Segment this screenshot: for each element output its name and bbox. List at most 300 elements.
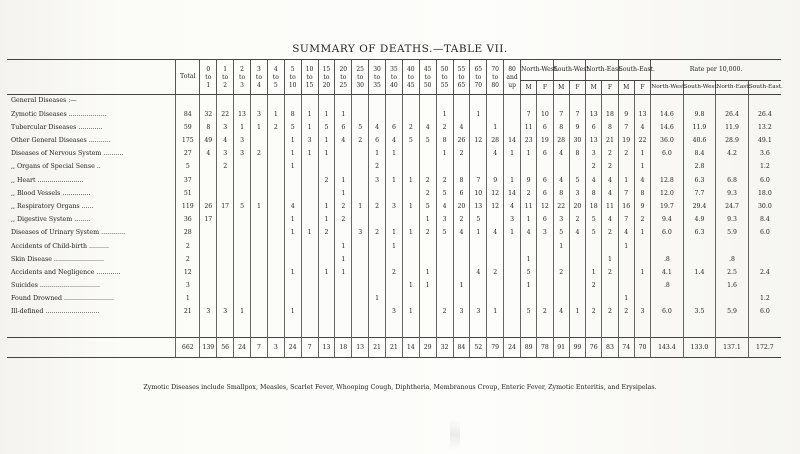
table-cell: 1 [470,108,487,121]
table-cell: 56 [217,338,234,358]
table-cell [419,161,436,174]
header-age-18 [504,60,521,95]
header-sex: M [586,81,602,95]
spacer-cell [176,319,200,338]
table-cell [335,161,352,174]
table-cell: 1 [318,201,335,214]
table-cell: 99 [569,338,585,358]
table-cell: 1 [569,306,585,319]
table-cell: 133.0 [683,338,716,358]
table-cell [217,174,234,187]
row-label: Diseases of Urinary System ............ [11,229,126,237]
table-cell [267,214,284,227]
table-cell: 12 [470,135,487,148]
table-cell [352,161,369,174]
table-cell: 4.2 [716,148,749,161]
spacer-cell [200,319,217,338]
spacer-row [7,319,781,338]
table-cell [301,266,318,279]
header-district-1: South-West. [553,60,586,81]
table-cell [537,280,553,293]
table-cell [553,293,569,306]
table-cell: 1 [504,174,521,187]
table-cell: 3 [537,227,553,240]
table-cell: 7 [618,187,634,200]
header-total: Total [176,60,200,95]
table-cell: 28 [487,135,504,148]
table-cell [267,135,284,148]
table-cell [200,161,217,174]
table-cell: 18 [586,201,602,214]
table-cell: 5 [419,135,436,148]
spacer-cell [318,319,335,338]
spacer-cell [386,319,403,338]
table-cell: 5 [569,174,585,187]
table-cell: 40.6 [683,135,716,148]
table-cell: 9 [487,174,504,187]
table-cell [553,280,569,293]
table-cell [267,266,284,279]
table-cell: 28.9 [716,135,749,148]
table-cell [436,95,453,109]
table-cell [537,293,553,306]
table-cell: 1 [301,108,318,121]
table-cell [402,293,419,306]
table-cell [453,293,470,306]
table-cell: 4 [553,306,569,319]
header-age-part: 1 [206,82,211,90]
table-cell: 2 [419,174,436,187]
header-age-part: 10 [305,65,314,73]
table-cell [335,148,352,161]
header-age-part: to [289,73,296,81]
table-cell: 2 [335,201,352,214]
table-body [7,95,781,358]
table-cell: 2 [618,148,634,161]
table-cell: 2 [267,121,284,134]
table-cell [318,280,335,293]
table-cell [618,95,634,109]
table-cell: 20 [569,201,585,214]
table-cell: 3 [504,214,521,227]
table-cell: 6 [586,121,602,134]
table-cell [251,161,268,174]
table-cell: 6.3 [683,227,716,240]
table-cell: 2 [602,266,618,279]
table-cell: 14 [402,338,419,358]
table-cell: 1 [301,121,318,134]
table-cell: 1 [419,214,436,227]
header-age-part: 80 [508,65,516,73]
table-cell: 14.6 [651,108,684,121]
table-cell [569,240,585,253]
header-age-part: to [306,73,313,81]
header-age-part: 2 [240,65,244,73]
table-cell: 3 [453,306,470,319]
table-cell [234,214,251,227]
footnote: Zymotic Diseases include Smallpox, Measles, Scarlet Fever, Whooping Cough, Diphtheria, Membranous Croup, Enteric Fever, Zymotic Enteritis, and Erysipelas. [143,384,657,391]
table-cell [602,280,618,293]
table-cell: 84 [176,108,200,121]
table-cell [504,306,521,319]
table-cell [369,266,386,279]
row-label: ,, Blood Vessels .............. [11,189,91,197]
table-cell [267,227,284,240]
table-cell: 3 [369,174,386,187]
table-cell [402,240,419,253]
table-cell: 1 [318,214,335,227]
table-cell [200,174,217,187]
header-age-1 [217,60,234,95]
table-cell [352,306,369,319]
header-label-blank [7,60,176,95]
header-age-14 [436,60,453,95]
table-cell: 2 [318,227,335,240]
table-cell: 1 [386,148,403,161]
table-row [7,338,781,358]
table-cell [453,253,470,266]
table-cell: 3 [200,306,217,319]
table-cell: 4 [386,135,403,148]
table-cell: 4 [470,266,487,279]
table-cell: 4 [436,201,453,214]
table-cell: 4.9 [683,214,716,227]
table-cell: 22 [634,135,650,148]
table-cell [234,161,251,174]
table-cell: 1 [634,227,650,240]
table-row [7,240,781,253]
header-age-part: 20 [322,82,331,90]
table-cell: 1 [234,121,251,134]
table-cell: 13 [586,108,602,121]
table-cell [251,227,268,240]
table-cell: 13 [470,201,487,214]
table-cell: 2 [352,135,369,148]
header-age-part: 35 [373,82,381,90]
table-cell: 12 [537,201,553,214]
header-sex: M [553,81,569,95]
table-cell [651,293,684,306]
table-cell: 7 [569,108,585,121]
table-cell [386,214,403,227]
table-cell [419,253,436,266]
table-cell [748,95,781,109]
table-cell [553,95,569,109]
table-cell: 83 [602,338,618,358]
table-cell: 1 [234,306,251,319]
row-label: ,, Heart ....................... [11,176,84,184]
table-cell: 1 [618,174,634,187]
table-cell [504,240,521,253]
table-cell [267,293,284,306]
table-cell: 32 [200,108,217,121]
table-cell [251,240,268,253]
table-row [7,214,781,227]
table-cell: 79 [487,338,504,358]
table-cell: 8 [436,135,453,148]
header-age-part: to [374,73,381,81]
table-cell: 4.1 [651,266,684,279]
table-cell: 11 [602,201,618,214]
table-cell [569,280,585,293]
table-cell [267,174,284,187]
row-label: General Diseases :— [11,97,77,105]
table-cell [521,240,537,253]
table-cell [318,187,335,200]
table-cell [386,108,403,121]
table-cell: 14.6 [651,121,684,134]
table-cell [402,253,419,266]
table-cell: 5 [352,121,369,134]
table-cell: 3 [176,280,200,293]
table-cell [301,201,318,214]
table-cell: 1 [521,148,537,161]
table-cell [318,306,335,319]
table-cell: 19 [537,135,553,148]
row-label: Found Drowned ......................... [11,295,115,303]
table-cell: 3 [436,214,453,227]
table-cell [369,108,386,121]
table-cell: 4 [569,227,585,240]
table-cell [217,266,234,279]
table-cell: 3 [352,227,369,240]
table-cell: 14 [504,135,521,148]
spacer-cell [284,319,301,338]
table-cell: 1 [369,148,386,161]
table-cell: 36.0 [651,135,684,148]
table-cell: 4 [521,227,537,240]
row-label: Diseases of Nervous System .......... [11,150,124,158]
table-cell: 8 [586,187,602,200]
table-cell: 5 [234,201,251,214]
table-cell: 49 [200,135,217,148]
table-cell: 12.8 [651,174,684,187]
table-cell [419,108,436,121]
table-cell: 4 [453,121,470,134]
header-age-17 [487,60,504,95]
table-cell: 1 [335,266,352,279]
header-age-part: 3 [240,82,244,90]
header-age-part: 3 [257,65,261,73]
table-cell: 4 [487,148,504,161]
table-cell [267,201,284,214]
table-cell: 1 [284,227,301,240]
table-cell [217,280,234,293]
table-cell: 18 [335,338,352,358]
table-cell [521,293,537,306]
table-cell: 143.4 [651,338,684,358]
table-cell: 5.9 [716,227,749,240]
table-cell: 16 [618,201,634,214]
header-age-part: 50 [440,65,449,73]
table-cell [217,95,234,109]
table-cell [267,148,284,161]
table-cell [504,266,521,279]
table-cell [716,161,749,174]
table-cell: 4 [487,227,504,240]
table-cell [386,187,403,200]
table-cell: 9 [521,174,537,187]
table-cell [618,266,634,279]
table-cell: 7 [618,121,634,134]
table-cell [284,280,301,293]
spacer-cell [748,319,781,338]
table-cell: 1 [402,227,419,240]
header-age-9 [352,60,369,95]
table-cell [402,214,419,227]
table-cell: 24 [234,338,251,358]
table-cell: 18 [602,108,618,121]
table-cell [318,95,335,109]
table-cell: 1 [436,108,453,121]
spacer-cell [553,319,569,338]
header-age-part: to [272,73,279,81]
table-cell [470,121,487,134]
header-age-part: 70 [491,65,499,73]
table-cell [602,95,618,109]
table-cell: 1 [634,266,650,279]
table-cell [402,187,419,200]
table-cell [301,253,318,266]
table-cell: 4 [586,174,602,187]
table-cell: 2 [537,306,553,319]
header-age-7 [318,60,335,95]
table-cell [504,280,521,293]
table-cell: 24.7 [716,201,749,214]
table-cell [352,148,369,161]
spacer-cell [267,319,284,338]
table-cell: 13 [352,338,369,358]
header-age-part: 1 [223,65,228,73]
table-cell [537,240,553,253]
header-age-part: to [357,73,364,81]
table-cell: 26 [453,135,470,148]
table-cell: 1 [251,201,268,214]
header-district-3: South-East. [618,60,651,81]
table-cell [200,187,217,200]
header-rate-district-2: North-East. [716,81,749,95]
table-cell: 4 [553,148,569,161]
table-cell [634,253,650,266]
spacer-cell [683,319,716,338]
table-cell [284,240,301,253]
table-cell: 7 [301,338,318,358]
table-cell: 6 [369,135,386,148]
table-row [7,174,781,187]
table-cell [470,240,487,253]
table-cell [716,240,749,253]
header-rate-title: Rate per 10,000. [651,60,781,81]
spacer-cell [586,319,602,338]
table-cell: 3 [301,135,318,148]
table-cell: 175 [176,135,200,148]
table-cell: 3 [634,306,650,319]
header-age-part: to [222,73,229,81]
table-cell: 21 [386,338,403,358]
table-cell [602,240,618,253]
table-cell: 1 [487,306,504,319]
header-age-part: 4 [257,82,261,90]
table-cell: 30 [569,135,585,148]
table-cell: 2 [586,161,602,174]
table-cell: 1 [634,161,650,174]
table-cell [569,293,585,306]
table-cell [251,135,268,148]
table-cell: 2 [553,266,569,279]
table-cell: 7.7 [683,187,716,200]
table-cell: 26 [200,201,217,214]
row-label: Skin Disease ......................... [11,255,104,263]
table-cell [234,187,251,200]
table-cell: 2 [335,214,352,227]
table-cell: 26.4 [748,108,781,121]
table-cell [618,161,634,174]
table-cell [217,240,234,253]
table-cell: 3 [267,338,284,358]
table-cell [537,95,553,109]
table-cell: 2 [569,214,585,227]
table-cell [318,253,335,266]
table-cell: 2 [251,148,268,161]
table-cell: 4 [200,148,217,161]
header-age-part: 25 [339,82,348,90]
table-cell [386,95,403,109]
header-age-16 [470,60,487,95]
table-cell: 8 [284,108,301,121]
table-cell: 91 [553,338,569,358]
table-cell: 3 [251,108,268,121]
table-cell: 30.0 [748,201,781,214]
table-cell: 52 [470,338,487,358]
table-header [7,60,781,95]
table-cell: 1 [251,121,268,134]
table-cell [251,174,268,187]
table-cell: 1 [284,135,301,148]
table-row [7,227,781,240]
table-row [7,187,781,200]
table-cell: 4 [453,227,470,240]
table-cell: 13 [586,135,602,148]
spacer-cell [369,319,386,338]
header-age-part: 25 [356,65,364,73]
table-cell: 4 [602,187,618,200]
table-cell: 9.3 [716,187,749,200]
table-cell: 1 [386,240,403,253]
table-cell [487,214,504,227]
header-age-11 [386,60,403,95]
table-cell: 7 [553,108,569,121]
table-cell: 1 [284,306,301,319]
table-cell [301,280,318,293]
header-age-part: 70 [474,82,483,90]
table-cell [470,253,487,266]
table-cell [318,161,335,174]
table-cell: 1 [586,266,602,279]
table-cell: 1 [318,266,335,279]
table-cell: 2 [618,306,634,319]
table-cell: 3 [386,201,403,214]
table-cell [521,95,537,109]
header-age-15 [453,60,470,95]
table-cell: 1 [402,174,419,187]
table-cell: 11.9 [716,121,749,134]
table-cell [386,280,403,293]
table-cell: 1 [470,227,487,240]
table-cell: 12.0 [651,187,684,200]
table-cell [683,293,716,306]
table-row [7,161,781,174]
table-cell [200,293,217,306]
